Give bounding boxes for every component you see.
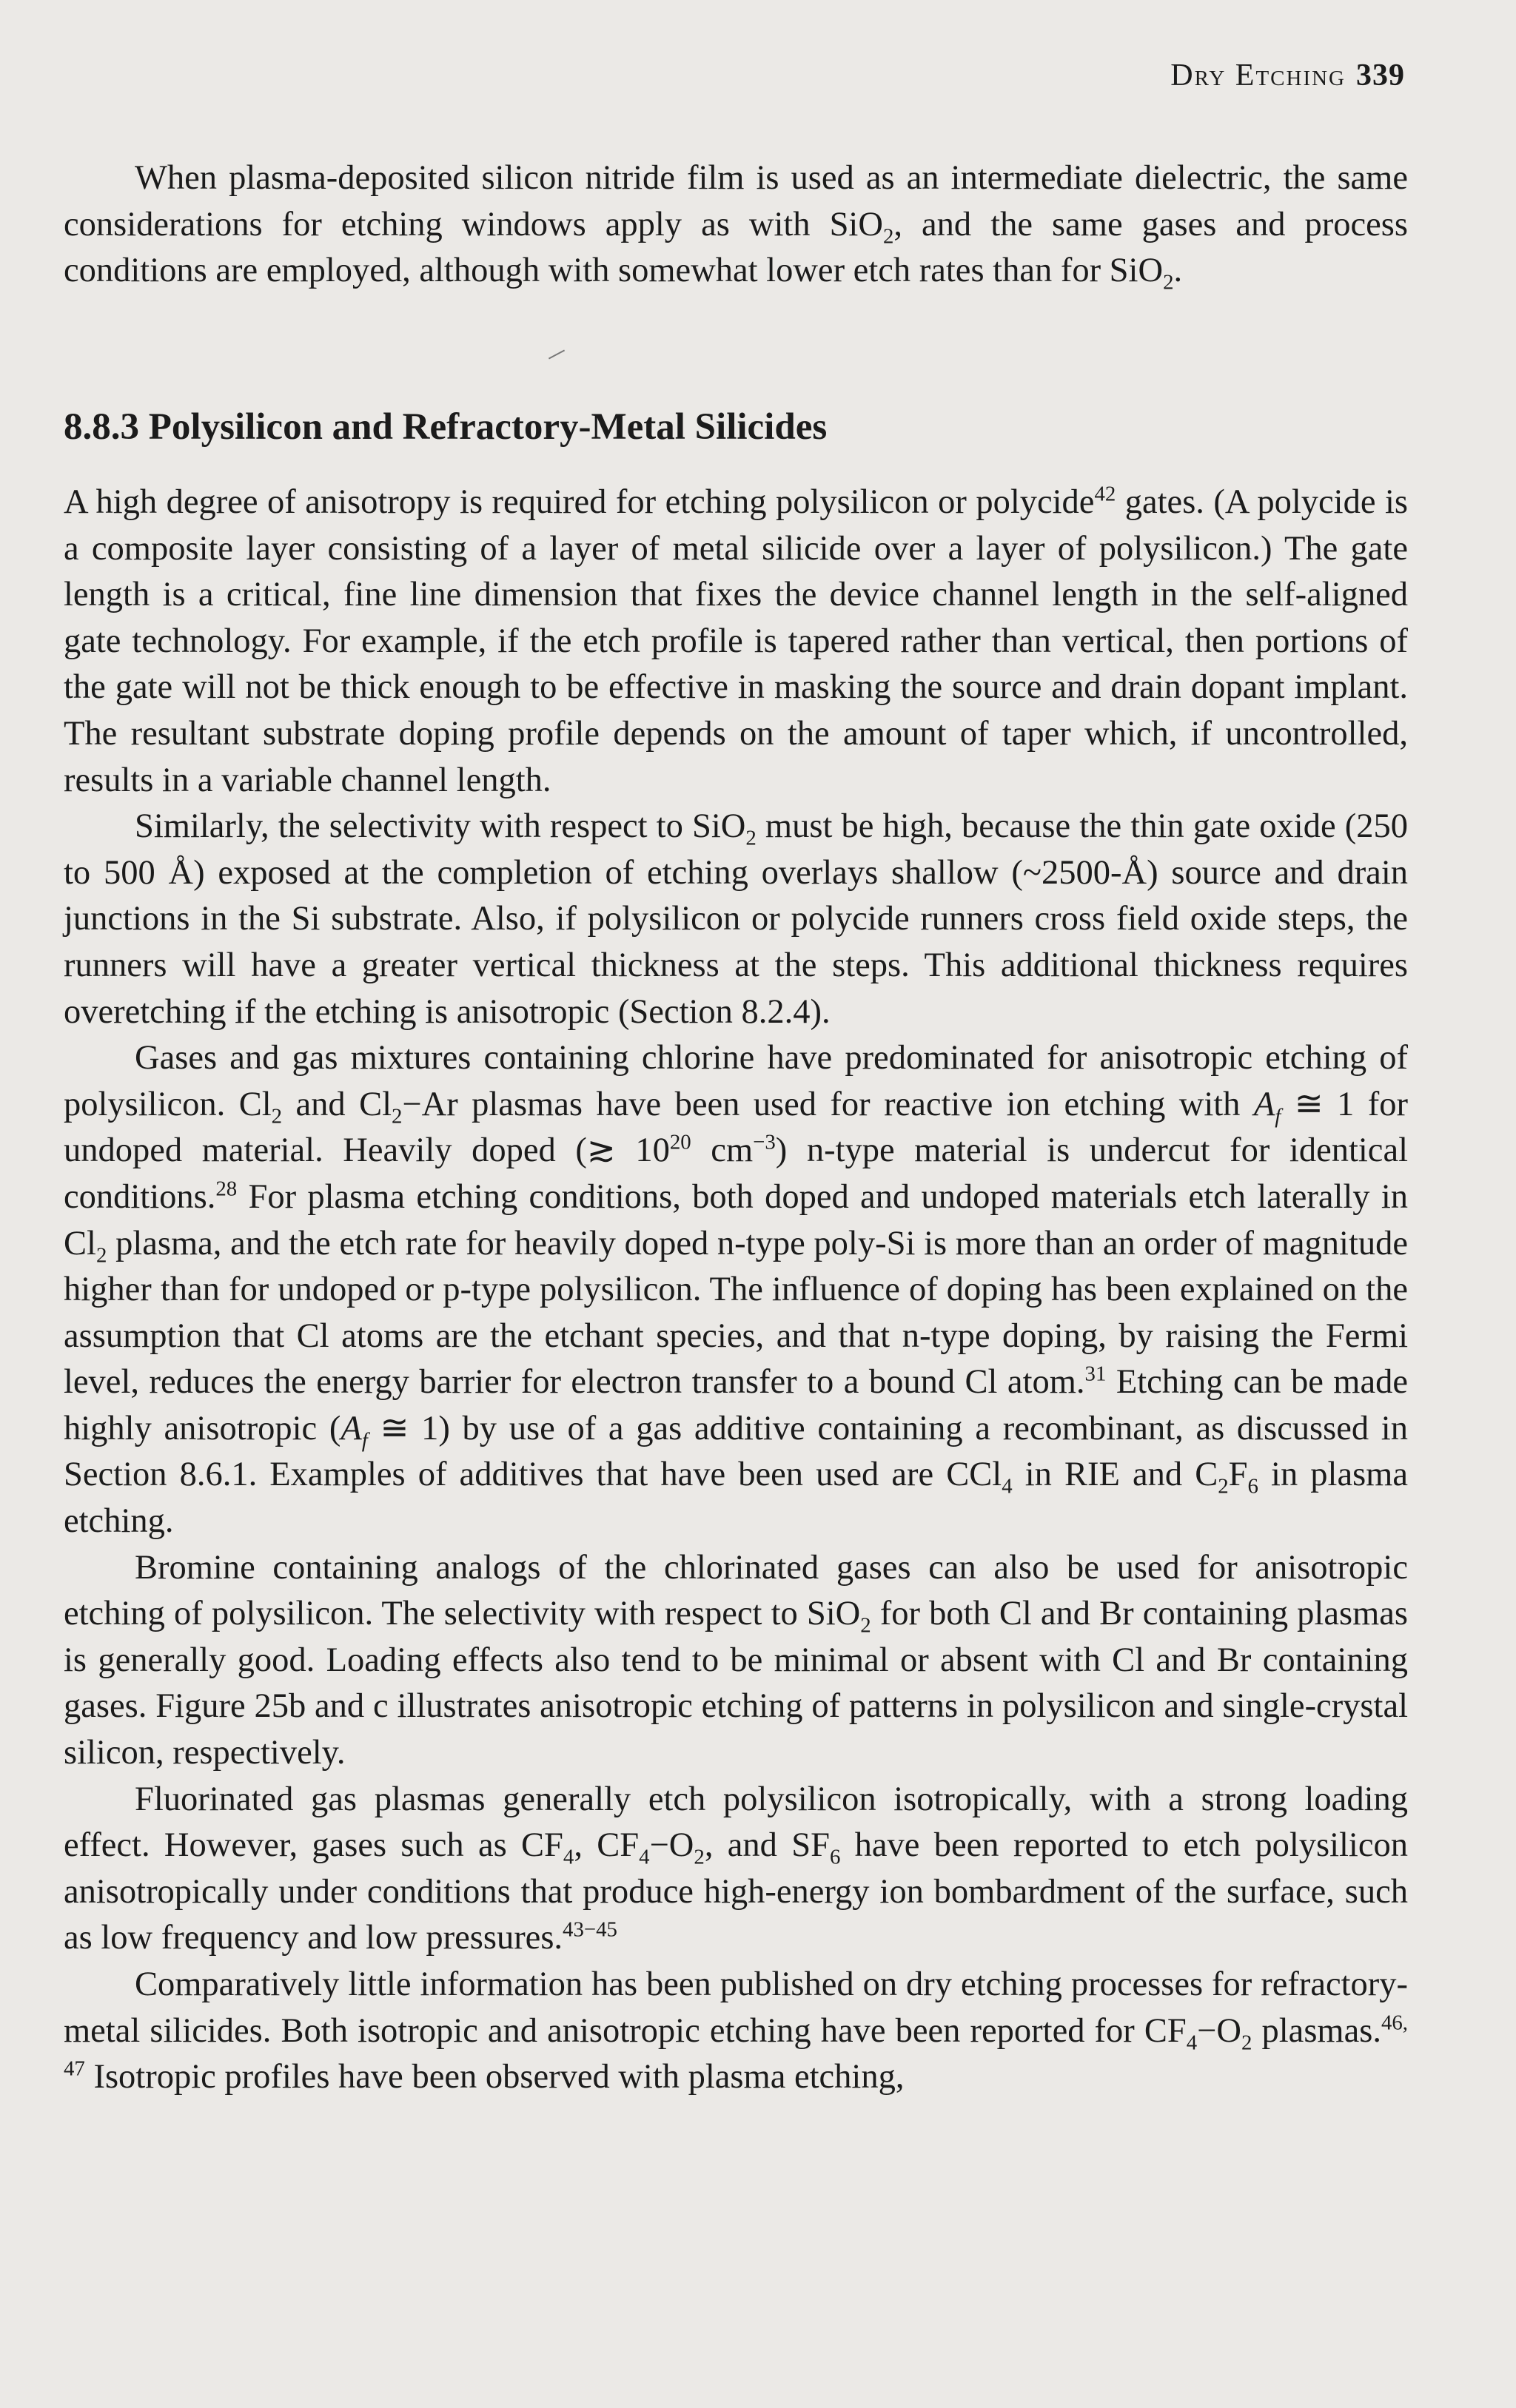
paragraph-silicon-nitride: When plasma-deposited silicon nitride film is used as an intermediate dielectric, the same considerations for etching windows apply as with SiO$_2$, and the same gases and process conditions are employed, although with somewhat lower etch rates than for SiO$_2$. [64, 159, 1408, 295]
section-body [64, 480, 1408, 2101]
stray-pen-mark [549, 349, 565, 359]
paragraph-selectivity: Similarly, the selectivity with respect to SiO$_2$ must be high, because the thin gate oxide (250 to 500 Å) exposed at the completion of etching overlays shallow (~2500-Å) source and drain junctions in the Si substrate. Also, if polysilicon or polycide runners cross field oxide steps, the runners will have a greater vertical thickness at the steps. This additional thickness requires overetching if the etching is anisotropic (Section 8.2.4). [64, 807, 1408, 1031]
running-header [1170, 58, 1405, 93]
section-heading [64, 406, 827, 448]
paragraph-silicides: Comparatively little information has been published on dry etching processes for refractory-metal silicides. Both isotropic and anisotropic etching have been reported for $CF_4-O_2$ plasmas.$^{46, 47}$ Isotropic profiles have been observed with plasma etching, [64, 1965, 1408, 2096]
section-title: Polysilicon and Refractory-Metal Silicides [148, 406, 828, 448]
paragraph-anisotropy: A high degree of anisotropy is required for etching polysilicon or polycide$^{42}$ gates. (A polycide is a composite layer consisting of a layer of metal silicide over a layer of polysilicon.) The gate length is a critical, fine line dimension that fixes the device channel length in the self-aligned gate technology. For example, if the etch profile is tapered rather than vertical, then portions of the gate will not be thick enough to be effective in masking the source and drain dopant implant. The resultant substrate doping profile depends on the amount of taper which, if uncontrolled, results in a variable channel length. [64, 482, 1408, 799]
section-number: 8.8.3 [64, 406, 139, 448]
paragraph-chlorine-gases: Gases and gas mixtures containing chlorine have predominated for anisotropic etching of polysilicon. $Cl_2$ and $Cl_2-Ar$ plasmas have been used for reactive ion etching with $A_f$ ≅ 1 for undoped material. Heavily doped (≳ $10^{20}$ $cm^{-3}$) n-type material is undercut for identical conditions.$^{28}$ For plasma etching conditions, both doped and undoped materials etch laterally in $Cl_2$ plasma, and the etch rate for heavily doped n-type poly-Si is more than an order of magnitude higher than for undoped or p-type polysilicon. The influence of doping has been explained on the assumption that Cl atoms are the etchant species, and that n-type doping, by raising the Fermi level, reduces the energy barrier for electron transfer to a bound Cl atom.$^{31}$ Etching can be made highly anisotropic ($A_f$ ≅ 1) by use of a gas additive containing a recombinant, as discussed in Section 8.6.1. Examples of additives that have been used are CCl$_4$ in RIE and $C_2F_6$ in plasma etching. [64, 1039, 1408, 1541]
paragraph-fluorinated-gases: Fluorinated gas plasmas generally etch polysilicon isotropically, with a strong loading effect. However, gases such as $CF_4$, $CF_4-O_2$, and $SF_6$ have been reported to etch polysilicon anisotropically under conditions that produce high-energy ion bombardment of the surface, such as low frequency and low pressures.$^{43-45}$ [64, 1780, 1408, 1957]
running-title: Dry Etching [1170, 58, 1346, 93]
paragraph-bromine-gases: Bromine containing analogs of the chlorinated gases can also be used for anisotropic etching of polysilicon. The selectivity with respect to SiO$_2$ for both Cl and Br containing plasmas is generally good. Loading effects also tend to be minimal or absent with Cl and Br containing gases. Figure 25b and c illustrates anisotropic etching of patterns in polysilicon and single-crystal silicon, respectively. [64, 1548, 1408, 1772]
page-number: 339 [1356, 58, 1405, 93]
intro-text-block [64, 155, 1408, 295]
